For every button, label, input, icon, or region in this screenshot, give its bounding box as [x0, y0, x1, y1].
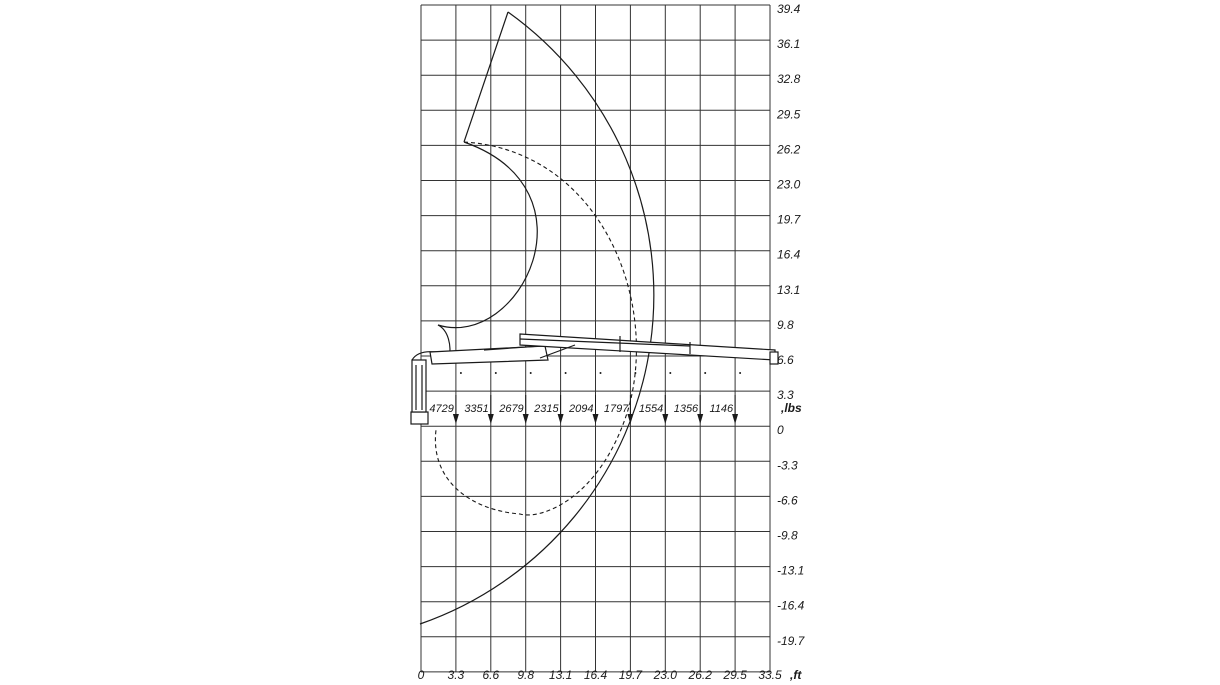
- y-tick-label: 36.1: [777, 37, 801, 52]
- x-tick-label: 19.7: [618, 668, 643, 682]
- y-tick-label: 32.8: [777, 72, 801, 87]
- crane-base: [411, 412, 428, 424]
- inner-reach-arc: [438, 142, 537, 328]
- load-value-label: 3351: [464, 403, 489, 415]
- y-axis-labels: [776, 2, 806, 648]
- load-value-label: 1146: [709, 403, 734, 415]
- y-tick-label: 16.4: [777, 247, 801, 262]
- y-tick-label: -13.1: [777, 563, 805, 578]
- y-tick-label: -3.3: [777, 458, 798, 473]
- y-tick-label: 9.8: [777, 317, 794, 332]
- dashed-envelope-arc: [435, 142, 636, 515]
- load-arrow: [429, 372, 461, 424]
- load-arrow: [674, 372, 706, 424]
- load-value-label: 2679: [499, 403, 524, 415]
- y-tick-label: 29.5: [777, 107, 801, 122]
- x-axis-labels: [418, 668, 782, 682]
- load-arrow: [709, 372, 741, 424]
- load-value-label: 2094: [569, 403, 594, 415]
- y-tick-label: -16.4: [777, 598, 805, 613]
- y-tick-label: 19.7: [777, 212, 801, 227]
- load-arrow: [464, 372, 496, 424]
- load-arrow: [498, 372, 531, 424]
- y-tick-label: 23.0: [777, 177, 801, 192]
- load-value-label: 1554: [638, 403, 664, 415]
- outer-reach-arc: [420, 12, 654, 624]
- y-tick-label: 39.4: [777, 2, 801, 16]
- y-tick-label: 13.1: [777, 282, 801, 297]
- x-tick-label: 29.5: [723, 668, 747, 682]
- x-tick-label: 16.4: [583, 668, 608, 682]
- y-tick-label: -19.7: [777, 633, 805, 648]
- load-arrow: [533, 372, 566, 424]
- x-tick-label: 26.2: [688, 668, 712, 682]
- load-value-label: 2315: [534, 403, 559, 415]
- x-tick-label: 13.1: [548, 668, 573, 682]
- load-unit-label: ,lbs: [781, 401, 802, 415]
- y-tick-label: 0: [777, 423, 784, 438]
- inner-boom: [430, 346, 548, 364]
- load-markers: [429, 372, 741, 424]
- x-tick-label: 23.0: [653, 668, 677, 682]
- crane-column: [412, 360, 426, 412]
- x-tick-label: 33.5: [758, 668, 782, 682]
- x-tick-label: 6.6: [482, 668, 500, 682]
- y-tick-label: 6.6: [777, 353, 794, 367]
- y-tick-label: -6.6: [777, 493, 798, 508]
- load-value-label: 4729: [429, 403, 454, 415]
- load-value-label: 1797: [603, 403, 629, 415]
- x-unit-label: ,ft: [790, 668, 802, 682]
- y-tick-label: -9.8: [777, 528, 798, 543]
- load-value-label: 1356: [673, 403, 699, 415]
- x-tick-label: 0: [417, 668, 425, 682]
- y-tick-label: 3.3: [777, 388, 794, 403]
- load-arrow: [568, 372, 601, 424]
- top-boundary-line: [464, 12, 508, 142]
- x-tick-label: 3.3: [447, 668, 465, 682]
- y-tick-label: 26.2: [777, 142, 801, 157]
- x-tick-label: 9.8: [517, 668, 535, 682]
